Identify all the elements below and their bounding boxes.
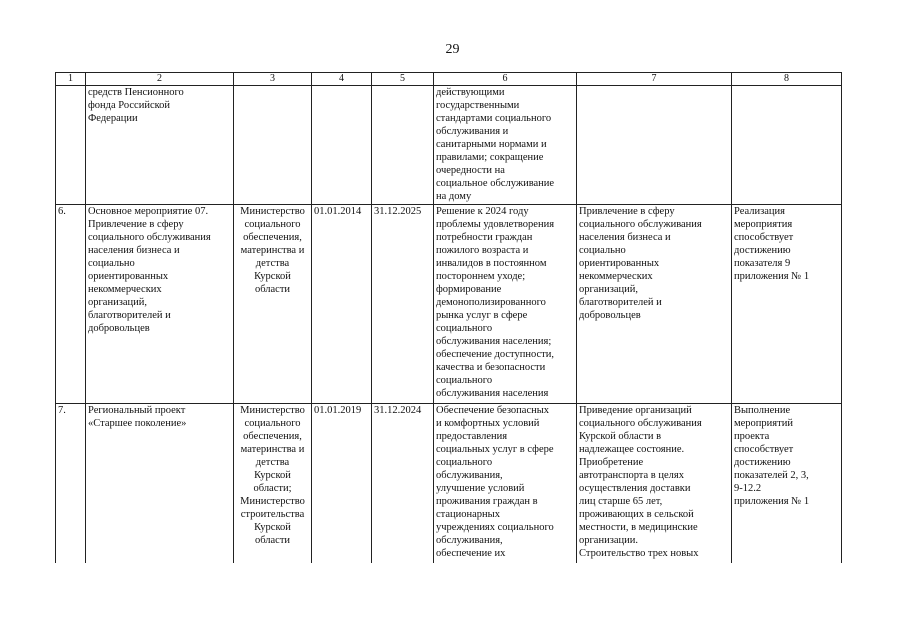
expected-result-cell: действующими государственными стандартами социального обслуживания и санитарными нормами и правилами; сокращение очередности на социальное обслуживание на дому [434,86,577,205]
table-row [56,86,842,205]
executor-cell: Министерство социального обеспечения, материнства и детства Курской области; Министерство строительства Курской области [234,404,312,564]
column-header: 4 [312,73,372,86]
main-directions-cell: Привлечение в сферу социального обслуживания населения бизнеса и социально ориентированных некоммерческих организаций, благотворителей и добровольцев [577,205,732,404]
expected-result-cell: Решение к 2024 году проблемы удовлетворения потребности граждан пожилого возраста и инвалидов в постоянном постороннем уходе; формирование демонополизированного рынка услуг в сфере социального обслуживания населения; обеспечение доступности, качества и безопасности социального обслуживания населения [434,205,577,404]
column-header: 1 [56,73,86,86]
column-header: 2 [86,73,234,86]
column-header: 8 [732,73,842,86]
column-header: 3 [234,73,312,86]
event-name-cell: Региональный проект «Старшее поколение» [86,404,234,564]
expected-result-cell: Обеспечение безопасных и комфортных условий предоставления социальных услуг в сфере социального обслуживания, улучшение условий проживания граждан в стационарных учреждениях социального обслуживания, обеспечение их [434,404,577,564]
table-row [56,404,842,564]
column-header: 6 [434,73,577,86]
end-date-cell: 31.12.2025 [372,205,434,404]
indicator-link-cell: Выполнение мероприятий проекта способствует достижению показателей 2, 3, 9-12.2 приложения № 1 [732,404,842,564]
column-header: 5 [372,73,434,86]
event-name-cell: средств Пенсионного фонда Российской Федерации [86,86,234,205]
column-number-header-row [56,73,842,86]
column-header: 7 [577,73,732,86]
table-row [56,205,842,404]
event-name-cell: Основное мероприятие 07. Привлечение в сферу социального обслуживания населения бизнеса и социально ориентированных некоммерческих организаций, благотворителей и добровольцев [86,205,234,404]
page-number: 29 [445,42,460,57]
executor-cell: Министерство социального обеспечения, материнства и детства Курской области [234,205,312,404]
activities-table [55,72,842,563]
main-directions-cell [577,86,732,205]
indicator-link-cell: Реализация мероприятия способствует достижению показателя 9 приложения № 1 [732,205,842,404]
start-date-cell: 01.01.2019 [312,404,372,564]
end-date-cell: 31.12.2024 [372,404,434,564]
end-date-cell [372,86,434,205]
start-date-cell: 01.01.2014 [312,205,372,404]
main-directions-cell: Приведение организаций социального обслуживания Курской области в надлежащее состояние. Приобретение автотранспорта в целях осуществления доставки лиц старше 65 лет, проживающих в сельской местности, в медицинские организации. Строительство трех новых [577,404,732,564]
executor-cell [234,86,312,205]
row-number-cell: 7. [56,404,86,564]
indicator-link-cell [732,86,842,205]
row-number-cell [56,86,86,205]
row-number-cell: 6. [56,205,86,404]
start-date-cell [312,86,372,205]
